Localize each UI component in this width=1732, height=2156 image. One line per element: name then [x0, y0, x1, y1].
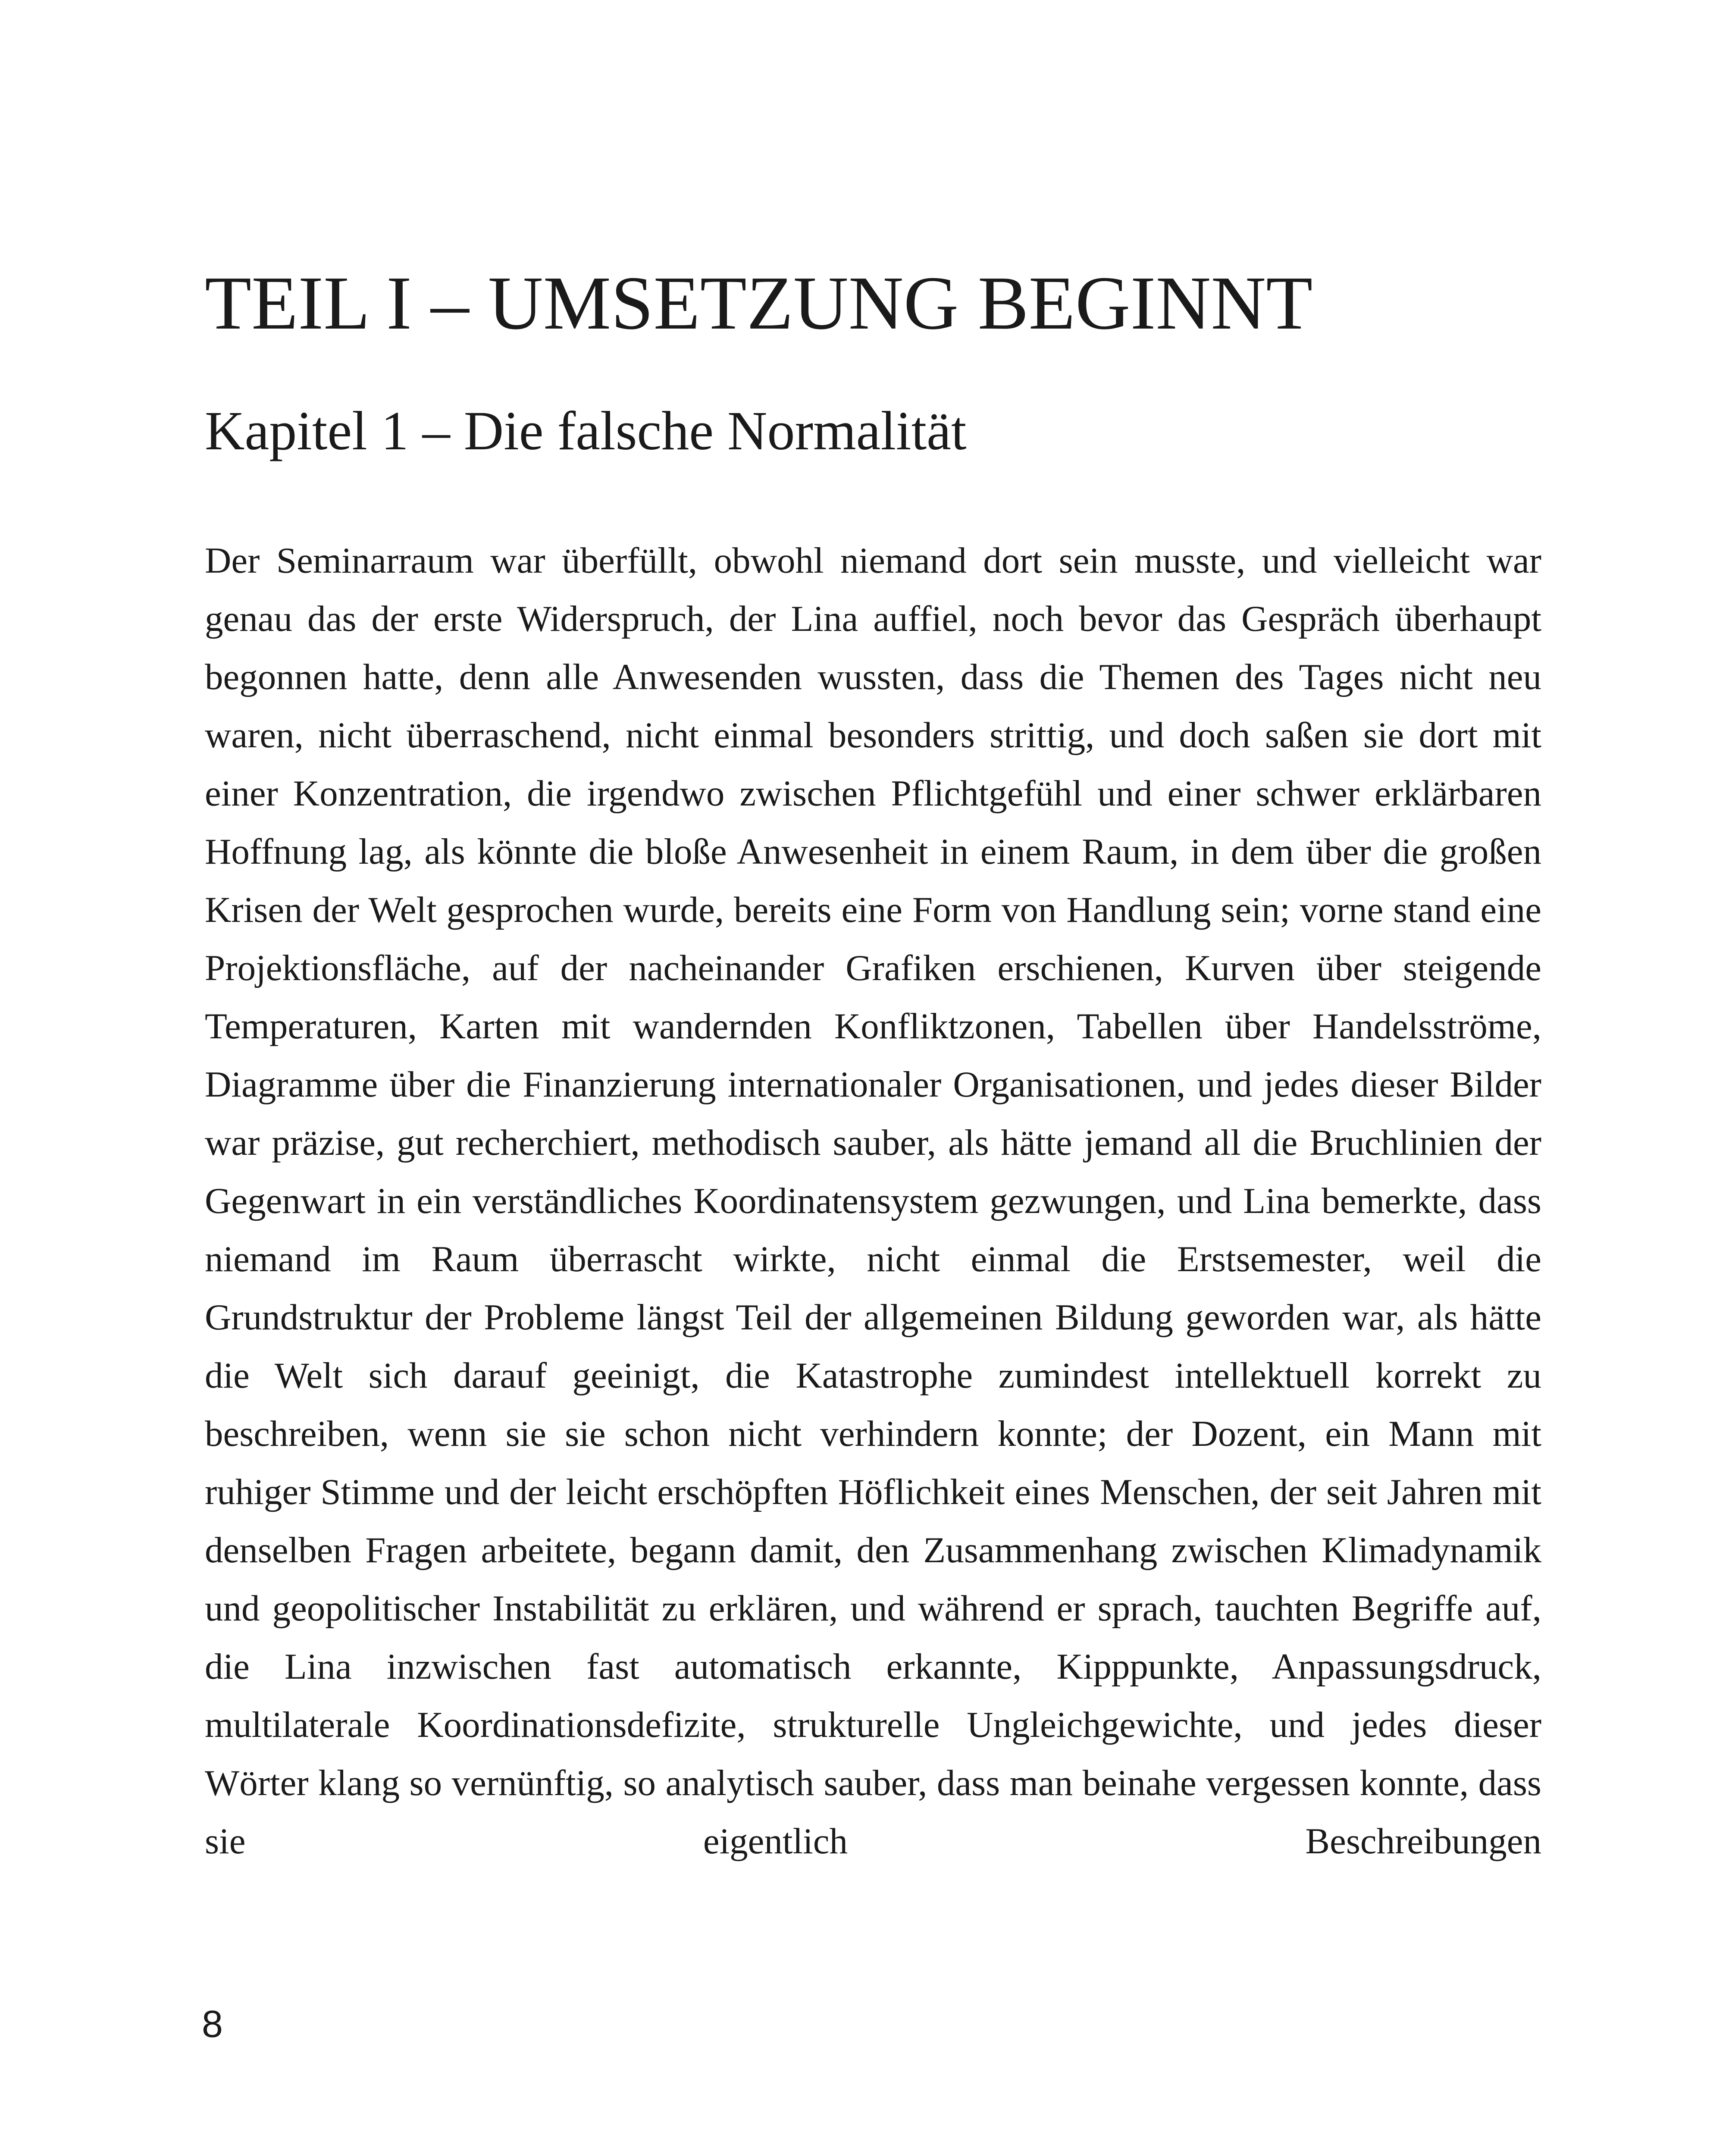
part-title: TEIL I – UMSETZUNG BEGINNT	[205, 261, 1313, 345]
body-paragraph: Der Seminarraum war überfüllt, obwohl niemand dort sein musste, und vielleicht war genau das der erste Widerspruch, der Lina auffiel, noch bevor das Gespräch überhaupt begonnen hatte, denn alle Anwesenden wussten, dass die Themen des Tages nicht neu waren, nicht überraschend, nicht einmal besonders strittig, und doch saßen sie dort mit einer Konzentration, die irgendwo zwischen Pflichtgefühl und einer schwer erklärbaren Hoffnung lag, als könnte die bloße Anwesenheit in einem Raum, in dem über die großen Krisen der Welt gesprochen wurde, bereits eine Form von Handlung sein; vorne stand eine Projektionsfläche, auf der nacheinander Grafiken erschienen, Kurven über steigende Temperaturen, Karten mit wandernden Konfliktzonen, Tabellen über Handelsströme, Diagramme über die Finanzierung internationaler Organisationen, und jedes dieser Bilder war präzise, gut recherchiert, methodisch sauber, als hätte jemand all die Bruchlinien der Gegenwart in ein verständliches Koordinatensystem gezwungen, und Lina bemerkte, dass niemand im Raum überrascht wirkte, nicht einmal die Erstsemester, weil die Grundstruktur der Probleme längst Teil der allgemeinen Bildung geworden war, als hätte die Welt sich darauf geeinigt, die Katastrophe zumindest intellektuell korrekt zu beschreiben, wenn sie sie schon nicht verhindern konnte; der Dozent, ein Mann mit ruhiger Stimme und der leicht erschöpften Höflichkeit eines Menschen, der seit Jahren mit denselben Fragen arbeitete, begann damit, den Zusammenhang zwischen Klimadynamik und geopolitischer Instabilität zu erklären, und während er sprach, tauchten Begriffe auf, die Lina inzwischen fast automatisch erkannte, Kipppunkte, Anpassungsdruck, multilaterale Koordinationsdefizite, strukturelle Ungleichgewichte, und jedes dieser Wörter klang so vernünftig, so analytisch sauber, dass man beinahe vergessen konnte, dass sie eigentlich Beschreibungen	[205, 540, 1541, 1861]
chapter-title: Kapitel 1 – Die falsche Normalität	[205, 400, 967, 461]
page-number: 8	[202, 2002, 223, 2045]
